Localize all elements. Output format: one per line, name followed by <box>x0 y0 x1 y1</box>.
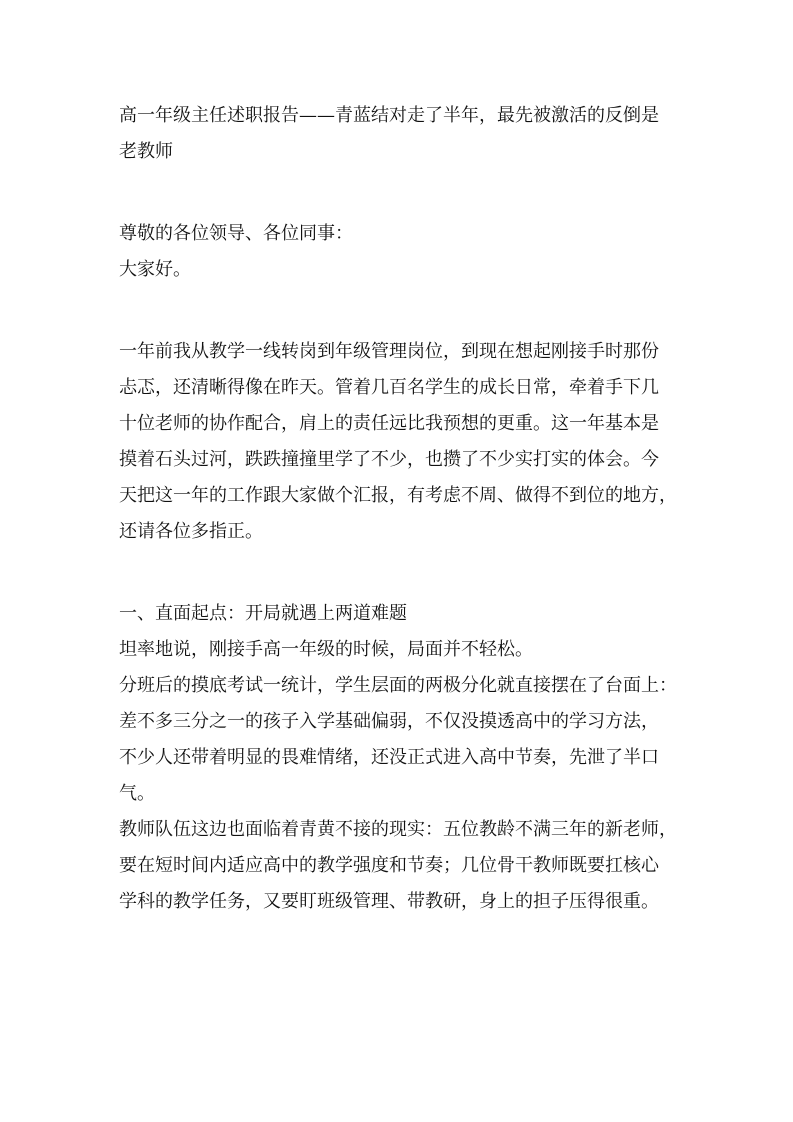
paragraph-line: 要在短时间内适应高中的教学强度和节奏；几位骨干教师既要扛核心 <box>119 855 659 876</box>
section-heading: 一、直面起点：开局就遇上两道难题 <box>119 603 407 624</box>
paragraph-line: 教师队伍这边也面临着青黄不接的现实：五位教龄不满三年的新老师， <box>119 819 677 840</box>
paragraph-line: 差不多三分之一的孩子入学基础偏弱，不仅没摸透高中的学习方法， <box>119 711 659 732</box>
intro-line: 一年前我从教学一线转岗到年级管理岗位，到现在想起刚接手时那份 <box>119 341 659 362</box>
intro-line: 天把这一年的工作跟大家做个汇报，有考虑不周、做得不到位的地方， <box>119 485 677 506</box>
report-title-line-1: 高一年级主任述职报告——青蓝结对走了半年，最先被激活的反倒是 <box>119 105 659 126</box>
greeting: 大家好。 <box>119 259 191 280</box>
section-paragraph <box>119 668 681 812</box>
paragraph-line: 分班后的摸底考试一统计，学生层面的两极分化就直接摆在了台面上： <box>119 675 677 696</box>
intro-line: 忐忑，还清晰得像在昨天。管着几百名学生的成长日常，牵着手下几 <box>119 377 659 398</box>
section-paragraph: 坦率地说，刚接手高一年级的时候，局面并不轻松。 <box>119 639 533 660</box>
paragraph-line: 气。 <box>119 783 155 804</box>
salutation: 尊敬的各位领导、各位同事： <box>119 223 353 244</box>
intro-line: 摸着石头过河，跌跌撞撞里学了不少，也攒了不少实打实的体会。今 <box>119 449 659 470</box>
paragraph-line: 学科的教学任务，又要盯班级管理、带教研，身上的担子压得很重。 <box>119 891 659 912</box>
document-page <box>119 98 681 920</box>
intro-paragraph <box>119 334 681 550</box>
paragraph-line: 不少人还带着明显的畏难情绪，还没正式进入高中节奏，先泄了半口 <box>119 747 659 768</box>
section-paragraph <box>119 812 681 920</box>
intro-line: 还请各位多指正。 <box>119 521 263 542</box>
spacer <box>119 170 681 216</box>
spacer <box>119 550 681 596</box>
report-title-line-2: 老教师 <box>119 141 173 162</box>
intro-line: 十位老师的协作配合，肩上的责任远比我预想的更重。这一年基本是 <box>119 413 659 434</box>
spacer <box>119 288 681 334</box>
